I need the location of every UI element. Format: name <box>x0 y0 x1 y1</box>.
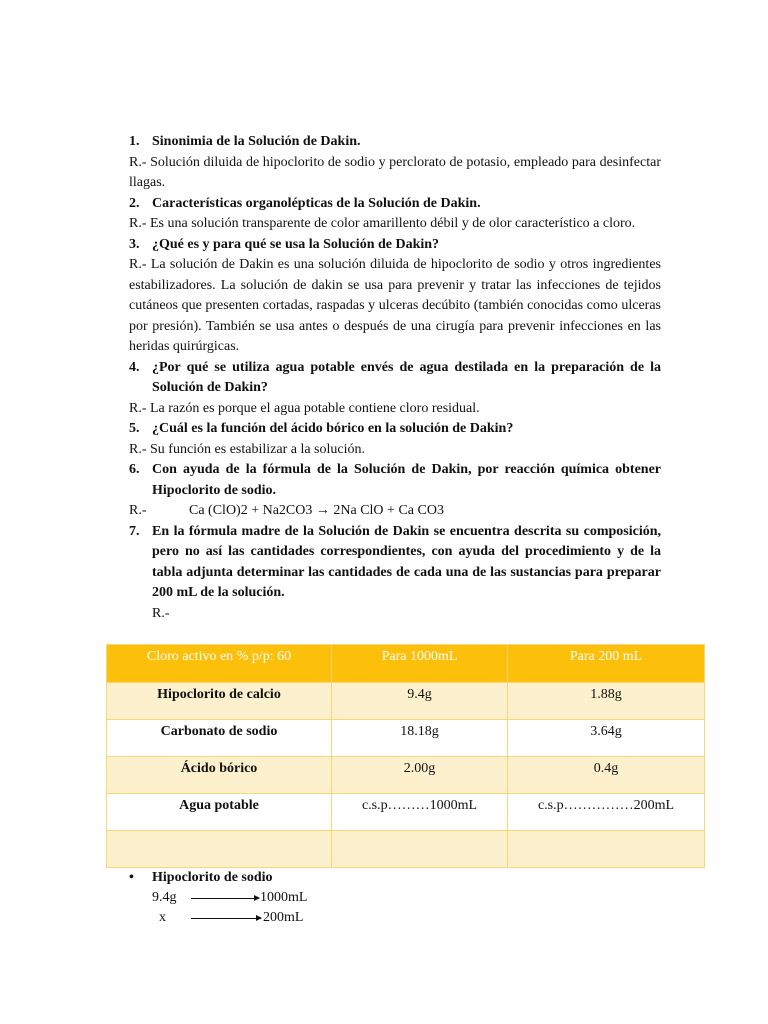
bullet-label: Hipoclorito de sodio <box>152 870 273 885</box>
question-1 <box>129 132 661 153</box>
question-number: 3. <box>129 236 140 252</box>
table-header: Para 200 mL <box>508 645 705 683</box>
table-cell: 3.64g <box>508 720 705 757</box>
questionnaire <box>129 132 661 624</box>
question-text: ¿Qué es y para qué se usa la Solución de Dakin? <box>152 236 440 252</box>
answer-text: Solución diluida de hipoclorito de sodio y perclorato de potasio, empleado para desinfectar llagas. <box>129 154 661 190</box>
table-cell: Agua potable <box>107 794 332 831</box>
question-2 <box>129 194 661 215</box>
question-text: ¿Cuál es la función del ácido bórico en la solución de Dakin? <box>152 421 514 436</box>
table-cell: Carbonato de sodio <box>107 720 332 757</box>
answer-5 <box>129 440 661 461</box>
table-header-row <box>107 645 705 683</box>
answer-3 <box>129 255 661 358</box>
table-cell: 0.4g <box>508 757 705 794</box>
answer-label: R.- <box>129 154 147 170</box>
table-row <box>107 794 705 831</box>
table-cell: Ácido bórico <box>107 757 332 794</box>
table-cell <box>508 831 705 868</box>
table-cell: Hipoclorito de calcio <box>107 683 332 720</box>
answer-2 <box>129 214 661 235</box>
question-text: En la fórmula madre de la Solución de Dakin se encuentra descrita su composición, pero no así las cantidades correspondientes, con ayuda del procedimiento y de la tabla adjunta determinar las cantidades de cada una de las sustancias para preparar 200 mL de la solución. <box>152 523 661 600</box>
question-text: Con ayuda de la fórmula de la Solución de Dakin, por reacción química obtener Hipoclorito de sodio. <box>152 462 661 498</box>
question-number: 1. <box>129 134 140 149</box>
table-cell: c.s.p………1000mL <box>332 794 508 831</box>
question-7 <box>129 522 661 604</box>
answer-1 <box>129 153 661 194</box>
rule-of-three-row-2 <box>159 908 166 928</box>
answer-label: R.- <box>152 605 170 621</box>
answer-text: La solución de Dakin es una solución diluida de hipoclorito de sodio y otros ingredientes estabilizadores. La solución de dakin se usa para prevenir y tratar las infecciones de tejidos cutáneos que presenten cortadas, raspadas y ulceras decúbito (también conocidas como ulceras por presión). También se usa antes o después de una cirugía para prevenir infecciones en las heridas quirúrgicas. <box>129 257 661 354</box>
question-5 <box>129 419 661 440</box>
answer-label: R.- <box>129 257 147 272</box>
question-text: ¿Por qué se utiliza agua potable envés de agua destilada en la preparación de la Solución de Dakin? <box>152 359 661 395</box>
calc-right-value: 1000mL <box>260 890 308 905</box>
answer-4 <box>129 399 661 420</box>
question-number: 5. <box>129 421 140 436</box>
bullet-item <box>129 868 273 888</box>
equation-text: Ca (ClO)2 + Na2CO3 → 2Na ClO + Ca CO3 <box>189 503 444 518</box>
table-cell: 9.4g <box>332 683 508 720</box>
answer-label: R.- <box>129 503 147 518</box>
table-cell: c.s.p……………200mL <box>508 794 705 831</box>
quantities-table <box>106 644 705 868</box>
calc-left-value: 9.4g <box>152 890 177 905</box>
answer-label: R.- <box>129 441 147 457</box>
calc-right-value: 200mL <box>263 910 304 925</box>
question-6 <box>129 460 661 501</box>
question-number: 2. <box>129 195 140 211</box>
bullet-marker: • <box>129 870 134 885</box>
question-text: Sinonimia de la Solución de Dakin. <box>152 134 361 149</box>
arrow-right-icon <box>191 918 261 919</box>
question-number: 7. <box>129 523 140 539</box>
table-header: Cloro activo en % p/p: 60 <box>107 645 332 683</box>
table-cell: 1.88g <box>508 683 705 720</box>
answer-text: Su función es estabilizar a la solución. <box>146 441 365 457</box>
rule-of-three-row-1 <box>152 888 177 908</box>
table-row <box>107 720 705 757</box>
table-row <box>107 683 705 720</box>
table-cell: 18.18g <box>332 720 508 757</box>
table-row <box>107 831 705 868</box>
question-3 <box>129 235 661 256</box>
reaction-equation <box>129 501 661 522</box>
answer-label: R.- <box>129 216 147 231</box>
table-row <box>107 757 705 794</box>
question-number: 6. <box>129 462 140 477</box>
table-header: Para 1000mL <box>332 645 508 683</box>
answer-text: La razón es porque el agua potable contiene cloro residual. <box>146 400 480 416</box>
answer-text: Es una solución transparente de color amarillento débil y de olor característico a cloro. <box>146 216 636 231</box>
calc-right-1 <box>260 888 307 908</box>
arrow-right-icon <box>191 898 259 899</box>
calc-left-value: x <box>159 910 166 925</box>
question-4 <box>129 358 661 399</box>
answer-label: R.- <box>129 400 147 416</box>
table-cell <box>107 831 332 868</box>
answer-7-label <box>129 604 661 625</box>
table-cell <box>332 831 508 868</box>
calc-right-2 <box>263 908 303 928</box>
table-cell: 2.00g <box>332 757 508 794</box>
question-number: 4. <box>129 359 140 375</box>
question-text: Características organolépticas de la Solución de Dakin. <box>152 195 481 211</box>
